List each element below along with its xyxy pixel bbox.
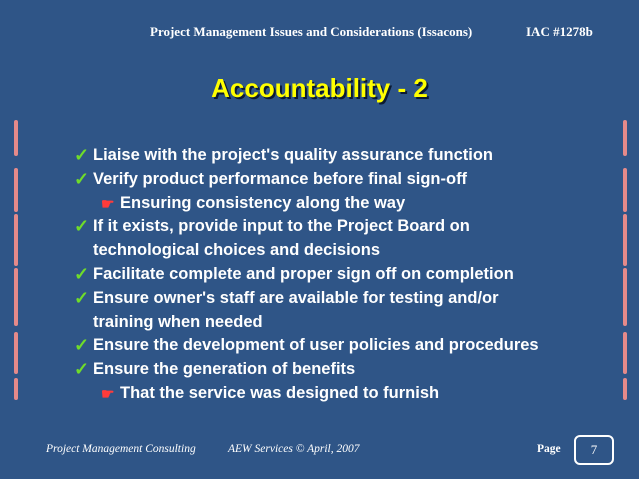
left-decor-bar xyxy=(14,378,18,400)
header-code: IAC #1278b xyxy=(526,24,593,39)
header-title: Project Management Issues and Considerations (Issacons) xyxy=(150,24,473,39)
pointing-hand-icon: ☛ xyxy=(101,195,115,213)
sub-bullet-text: Ensuring consistency along the way xyxy=(120,193,406,212)
left-decor-bar xyxy=(14,168,18,212)
footer-company: Project Management Consulting xyxy=(46,443,196,455)
right-decor-bar xyxy=(623,168,627,212)
slide-title: Accountability - 2 xyxy=(211,73,428,103)
left-decor-bar xyxy=(14,214,18,266)
check-icon: ✓ xyxy=(74,287,90,308)
bullet-item xyxy=(74,358,614,382)
bullet-item xyxy=(74,168,614,192)
sub-bullet-item xyxy=(74,192,614,216)
bullet-text: Ensure the development of user policies and procedures xyxy=(93,336,539,355)
page-label: Page xyxy=(537,443,561,455)
bullet-item xyxy=(74,144,614,168)
bullet-item xyxy=(74,334,614,358)
bullet-text: Ensure owner's staff are available for testing and/or xyxy=(93,288,499,307)
sub-bullet-text: That the service was designed to furnish xyxy=(120,383,440,402)
footer-copyright: AEW Services © April, 2007 xyxy=(228,443,360,455)
bullet-list xyxy=(74,144,614,406)
check-icon: ✓ xyxy=(74,168,90,189)
header xyxy=(0,24,639,42)
bullet-item xyxy=(74,263,614,287)
check-icon: ✓ xyxy=(74,263,90,284)
right-decor-bar xyxy=(623,268,627,326)
left-decor-bar xyxy=(14,268,18,326)
left-decor-bar xyxy=(14,332,18,374)
bullet-text: Facilitate complete and proper sign off on completion xyxy=(93,264,514,283)
bullet-text-continued: training when needed xyxy=(93,312,263,331)
right-decor-bar xyxy=(623,378,627,400)
bullet-text: If it exists, provide input to the Project Board on xyxy=(93,217,470,236)
bullet-item xyxy=(74,215,614,263)
right-decor-bar xyxy=(623,214,627,266)
right-decor-bar xyxy=(623,332,627,374)
bullet-text: Liaise with the project's quality assurance function xyxy=(93,146,494,164)
left-decor-bar xyxy=(14,120,18,156)
check-icon: ✓ xyxy=(74,145,90,165)
bullet-text-continued: technological choices and decisions xyxy=(93,241,380,260)
page-number-box xyxy=(574,435,614,465)
bullet-item xyxy=(74,287,614,335)
bullet-text: Ensure the generation of benefits xyxy=(93,360,356,379)
check-icon: ✓ xyxy=(74,216,90,237)
page-number: 7 xyxy=(590,442,598,457)
right-decor-bar xyxy=(623,120,627,156)
bullet-text: Verify product performance before final sign-off xyxy=(93,169,468,188)
footer xyxy=(0,442,639,462)
pointing-hand-icon: ☛ xyxy=(101,385,115,403)
sub-bullet-item xyxy=(74,382,614,406)
check-icon: ✓ xyxy=(74,335,90,356)
check-icon: ✓ xyxy=(74,359,90,380)
